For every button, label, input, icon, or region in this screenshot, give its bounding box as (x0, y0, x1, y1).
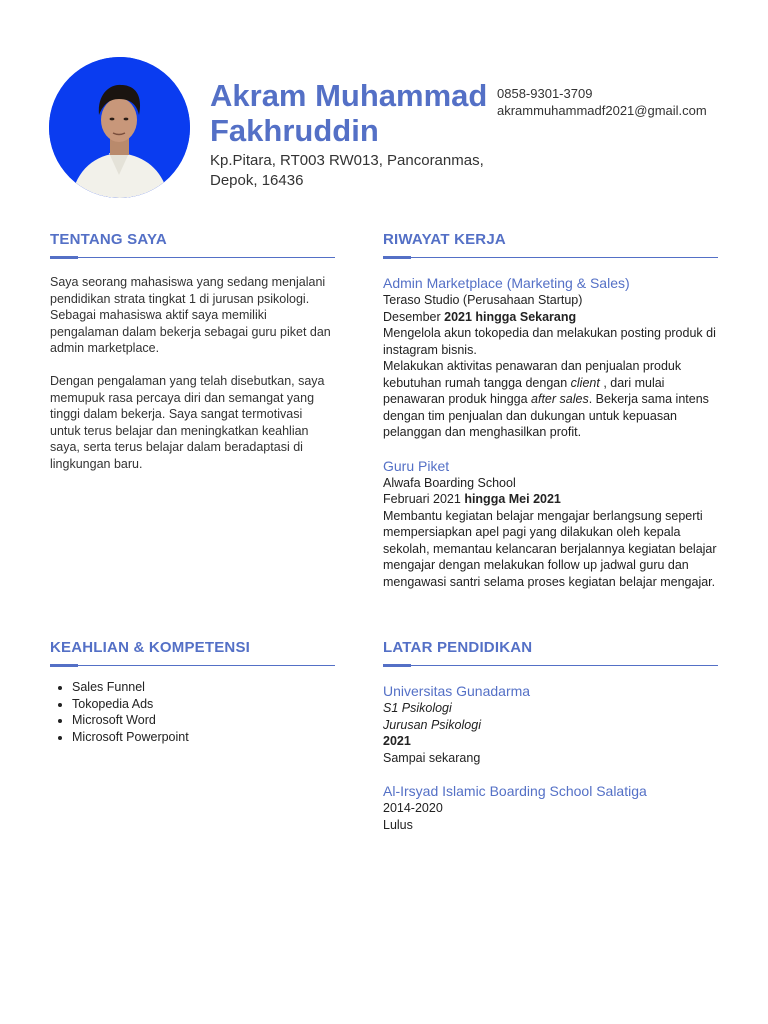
phone-number[interactable]: 0858-9301-3709 (497, 86, 593, 101)
full-name (210, 78, 487, 148)
contact-info (497, 85, 707, 119)
desc-part: Melakukan aktivitas penawaran dan penjualan produk kebutuhan rumah tangga dengan (383, 359, 682, 390)
school-status: Lulus (383, 817, 413, 832)
job-date-start: Desember (383, 309, 445, 324)
school-year: 2014-2020 (383, 801, 443, 815)
section-divider (383, 665, 718, 666)
skill-item: • Tokopedia Ads (72, 696, 335, 713)
skill-item: • Sales Funnel (72, 679, 335, 696)
desc-italic-client: client (570, 375, 600, 390)
profile-photo (49, 57, 190, 198)
email-address[interactable]: akrammuhammadf2021@gmail.com (497, 103, 707, 118)
skills-list (50, 679, 335, 745)
desc-part: . Bekerja sama intens dengan tim penjualan dan dukungan untuk kepuasan pelanggan dan menghasilkan profit. (383, 392, 709, 439)
school-name: Al-Irsyad Islamic Boarding School Salatiga (383, 783, 647, 799)
job-date (383, 491, 718, 508)
job-title: Admin Marketplace (Marketing & Sales) (383, 275, 630, 291)
job-date-start: Februari 2021 (383, 492, 465, 506)
section-divider (50, 257, 335, 258)
skill-item: • Microsoft Powerpoint (72, 729, 335, 746)
job-description-1: Mengelola akun tokopedia dan melakukan posting produk di instagram bisnis. (383, 326, 716, 357)
job-entry (383, 275, 718, 441)
desc-italic-after-sales: after sales (531, 392, 589, 406)
section-divider (50, 665, 335, 666)
job-company: Alwafa Boarding School (383, 475, 516, 490)
about-paragraph-2: Dengan pengalaman yang telah disebutkan, saya memupuk rasa percaya diri dan semangat yang tinggi dalam bekerja. Saya sangat termotivasi untuk terus belajar dan meningkatkan keahlian saya, serta terus belajar dalam beradaptasi di lingkungan baru. (50, 374, 325, 471)
work-heading: RIWAYAT KERJA (383, 231, 506, 248)
name-line-1: Akram Muhammad (210, 78, 488, 113)
education-entry (383, 683, 718, 766)
school-status: Sampai sekarang (383, 750, 481, 765)
about-section (50, 231, 335, 472)
job-date-range: 2021 hingga Sekarang (444, 309, 577, 324)
job-description: Membantu kegiatan belajar mengajar berlangsung seperti mempersiapkan apel pagi yang dilakukan oleh kepala sekolah, memantau kelancaran berjalannya kegiatan belajar mengajar dengan melakukan follow up jadwal guru dan mengawasi santri selama proses kegiatan belajar mengajar. (383, 508, 717, 589)
address (210, 151, 495, 191)
education-heading: LATAR PENDIDIKAN (383, 639, 533, 656)
name-line-2: Fakhruddin (210, 113, 379, 148)
section-divider (383, 257, 718, 258)
skills-section (50, 639, 335, 745)
desc-part: , dari mulai penawaran produk hingga (383, 375, 665, 406)
job-date (383, 309, 718, 326)
school-year: 2021 (383, 734, 411, 748)
about-paragraph-1: Saya seorang mahasiswa yang sedang menjalani pendidikan strata tingkat 1 di jurusan psikologi. Sebagai mahasiswa aktif saya memiliki pengalaman dalam bekerja sebagai guru piket dan admin marketplace. (50, 275, 331, 355)
education-section (383, 639, 718, 833)
skills-heading: KEAHLIAN & KOMPETENSI (50, 639, 251, 656)
education-entry (383, 783, 718, 833)
address-line-1: Kp.Pitara, RT003 RW013, Pancoranmas, (210, 152, 484, 169)
work-section (383, 231, 718, 590)
job-title: Guru Piket (383, 457, 450, 474)
school-name: Universitas Gunadarma (383, 683, 531, 699)
job-date-range: hingga Mei 2021 (464, 492, 561, 506)
address-line-2: Depok, 16436 (210, 172, 304, 189)
skill-item: • Microsoft Word (72, 712, 335, 729)
job-company: Teraso Studio (Perusahaan Startup) (383, 293, 583, 307)
about-heading: TENTANG SAYA (50, 231, 167, 248)
job-entry (383, 458, 718, 591)
school-major: Jurusan Psikologi (383, 717, 481, 732)
job-description-2 (383, 358, 718, 441)
school-degree: S1 Psikologi (383, 701, 452, 715)
